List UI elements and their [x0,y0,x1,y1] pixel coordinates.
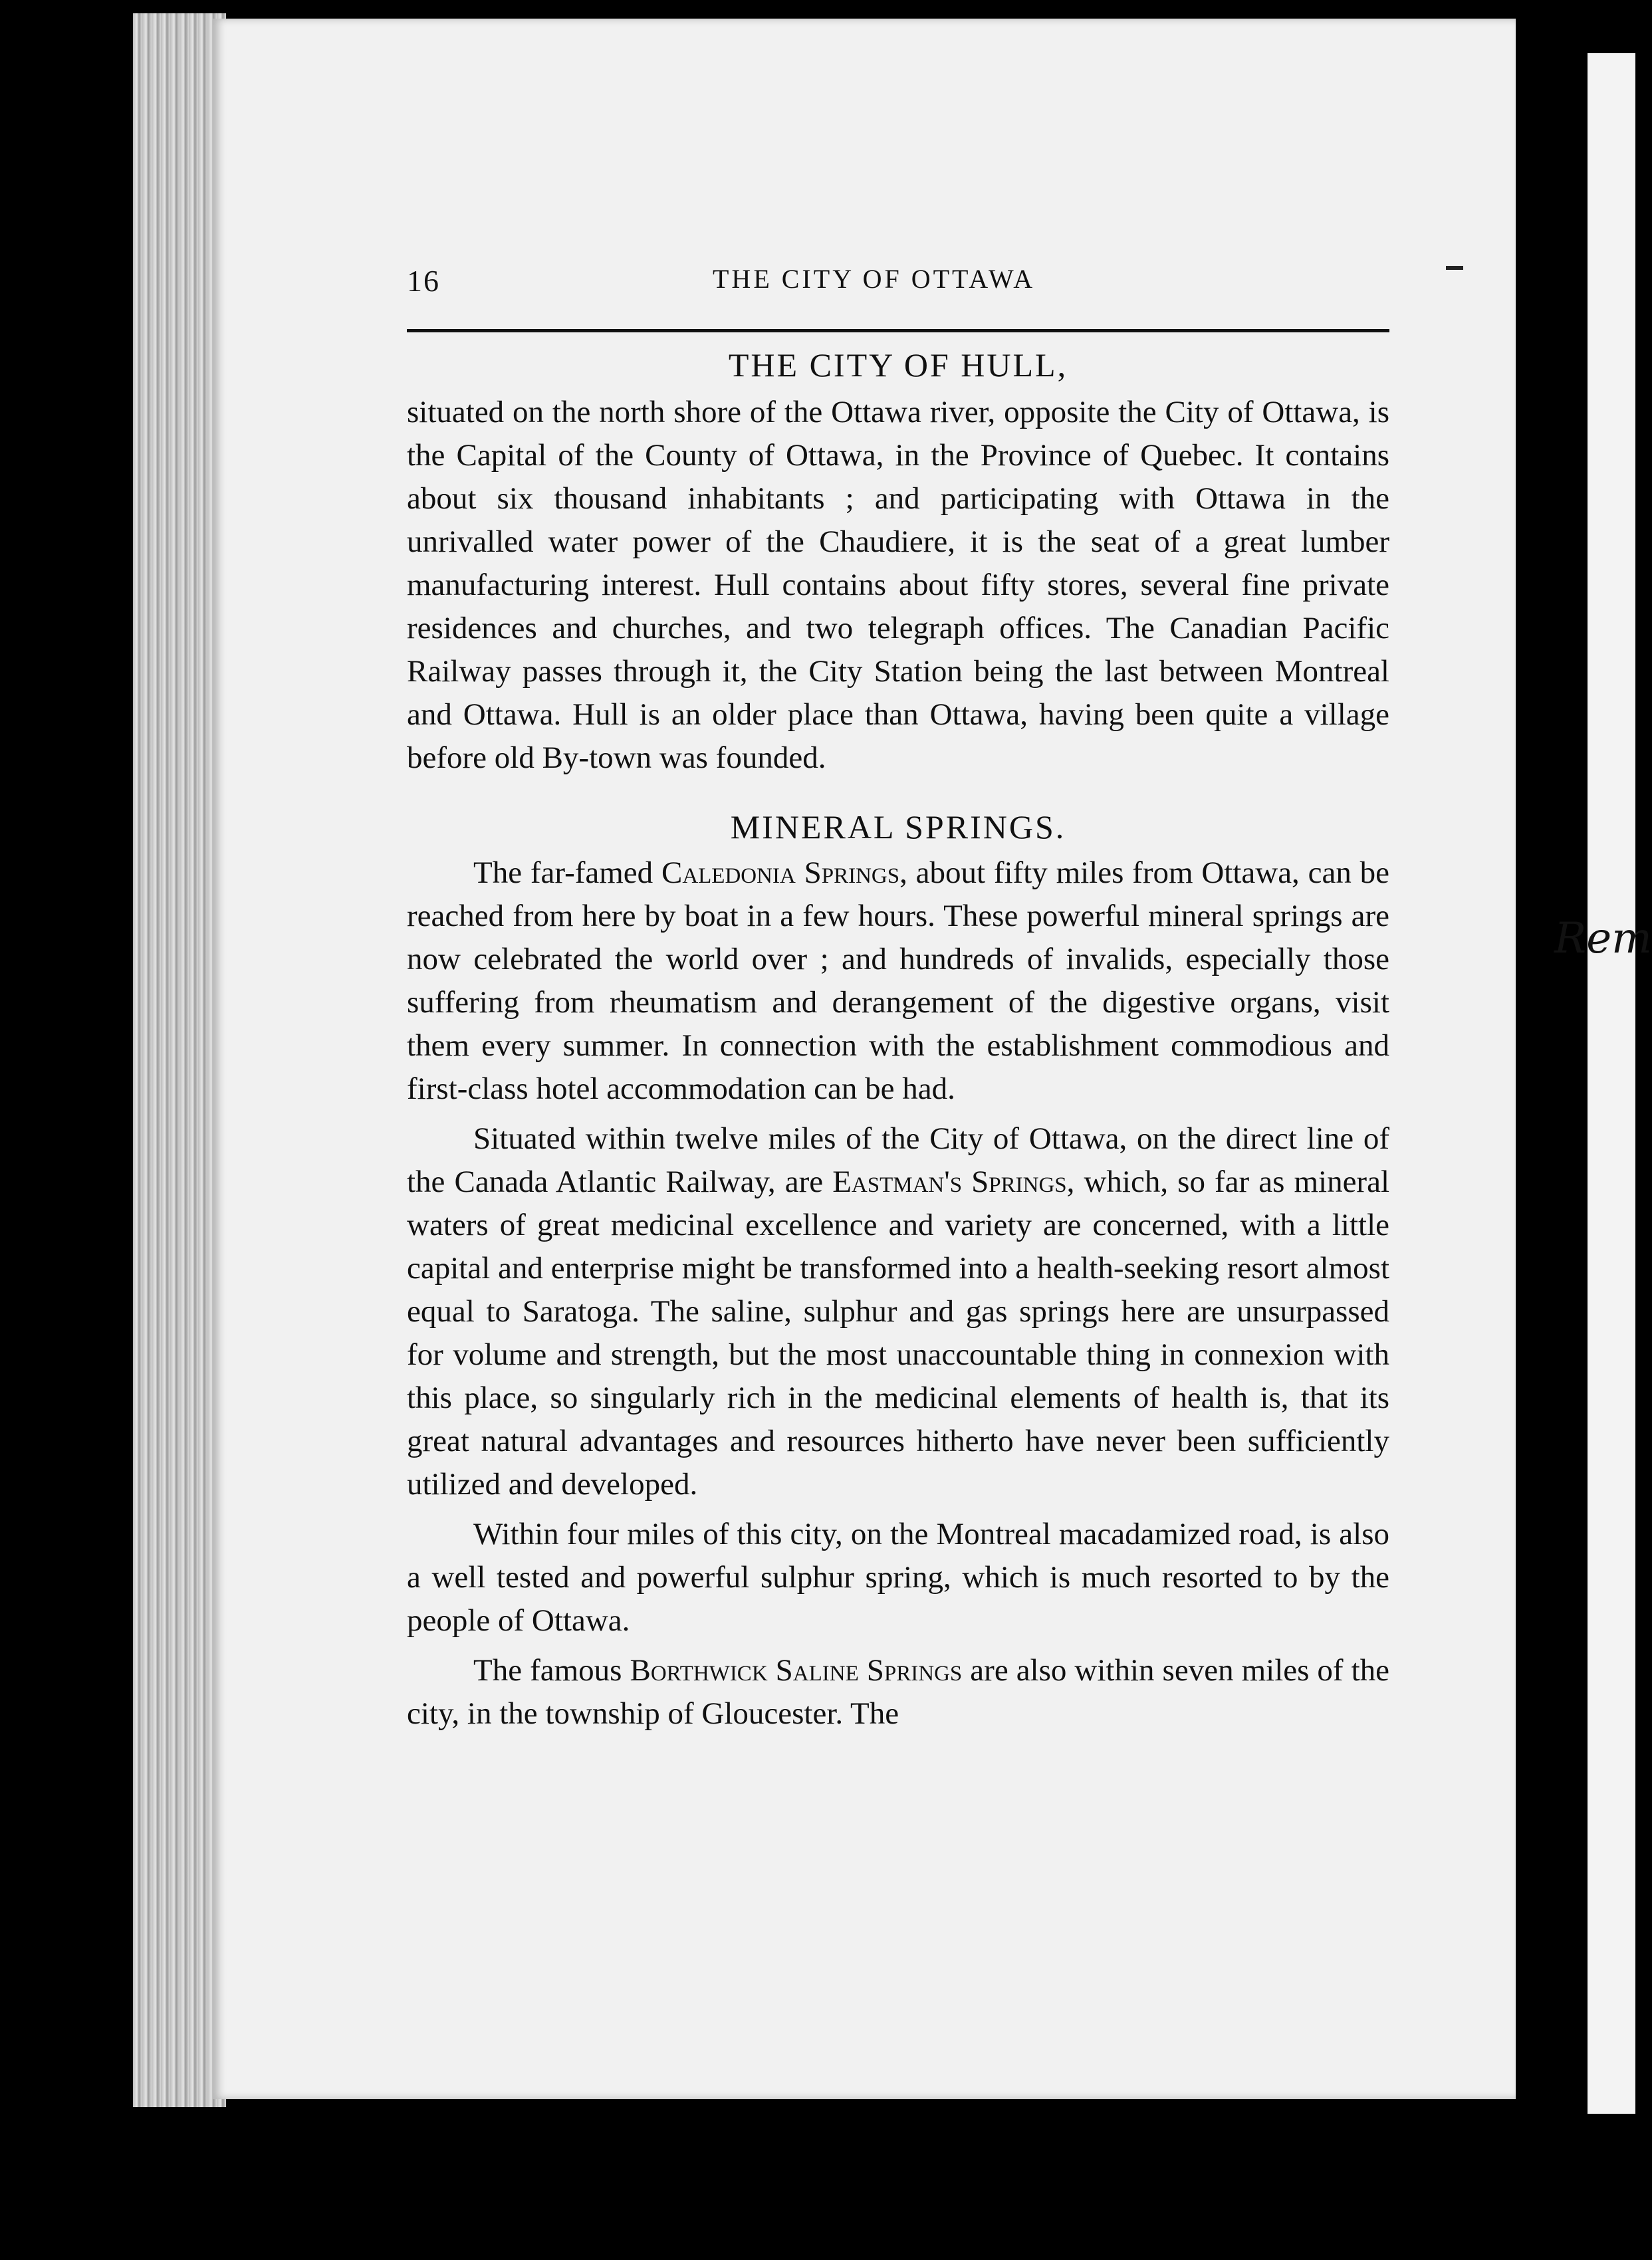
page-number: 16 [407,264,440,298]
edge-mark [1446,266,1463,270]
section-heading-mineral-springs: MINERAL SPRINGS. [730,808,1066,846]
place-name-eastmans-springs: Eastman's Springs [832,1165,1067,1199]
page-edges [133,13,226,2107]
text-run: are also within seven miles of the city, in the township of Gloucester. The [407,1653,1390,1731]
text-run: , about fifty miles from Ottawa, can be reached from here by boat in a few hours. These powerful mineral springs are now celebrated the world over ; and hundreds of invalids, especially those suffering from rheumatism and derangement of the digestive organs, visit them every summer. In connection with the establishment commodious and first-class hotel accommodation can be had. [407,855,1389,1106]
text-run: The famous [473,1653,630,1688]
handwritten-margin-note: Rem [1554,914,1652,963]
text-run: Situated within twelve miles of the City of Ottawa, on the direct line of the Canada Atlantic Railway, are [407,1121,1389,1199]
place-name-caledonia-springs: Caledonia Springs [661,855,900,890]
page-header [407,263,1389,323]
paragraph-hull: situated on the north shore of the Ottawa river, opposite the City of Ottawa, is the Capital of the County of Ottawa, in the Province of Quebec. It contains about six thousand inhabitants ; and participating with Ottawa in the unrivalled water power of the Chaudiere, it is the seat of a great lumber manufacturing interest. Hull contains about fifty stores, several fine private residences and churches, and two telegraph offices. The Canadian Pacific Railway passes through it, the City Station being the last between Montreal and Ottawa. Hull is an older place than Ottawa, having been quite a village before old By-town was founded. [407,395,1389,775]
paragraph-caledonia [407,851,1389,1111]
text-run: The far-famed [473,855,661,890]
section-heading-hull: THE CITY OF HULL, [728,346,1068,384]
place-name-borthwick-saline-springs: Borthwick Saline Springs [630,1653,963,1688]
body-text [407,339,1389,1736]
text-run: , which, so far as mineral waters of great medicinal excellence and variety are concerned, with a little capital and enterprise might be transformed into a health-seeking resort almost equal to Saratoga. The saline, sulphur and gas springs here are unsurpassed for volume and strength, but the most unaccountable thing in connexion with this place, so singularly rich in the medicinal elements of health is, that its great natural advantages and resources hitherto have never been sufficiently utilized and developed. [407,1165,1390,1502]
header-rule [407,329,1389,332]
facing-page-edge [1588,53,1635,2114]
paragraph-borthwick [407,1649,1389,1736]
paragraph-eastman [407,1117,1389,1506]
running-head: THE CITY OF OTTAWA [713,264,1036,294]
paragraph-sulphur-spring: Within four miles of this city, on the Montreal macadamized road, is also a well tested and powerful sulphur spring, which is much resorted to by the people of Ottawa. [407,1517,1389,1638]
